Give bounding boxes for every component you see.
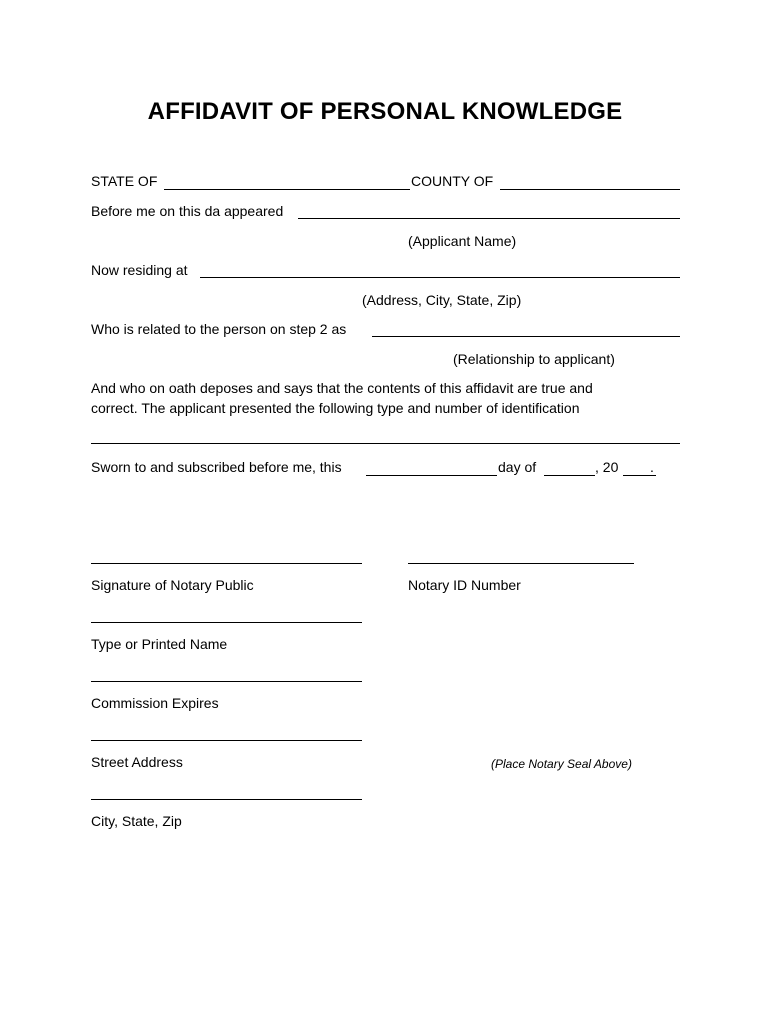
street-address-label: Street Address xyxy=(91,754,183,770)
state-label: STATE OF xyxy=(91,173,158,189)
signature-label: Signature of Notary Public xyxy=(91,577,254,593)
sworn-year-label: , 20 xyxy=(595,459,619,475)
commission-label: Commission Expires xyxy=(91,695,219,711)
notary-id-label: Notary ID Number xyxy=(408,577,521,593)
commission-field[interactable] xyxy=(91,681,362,682)
sworn-day-of-label: day of xyxy=(498,459,537,475)
sworn-day-field[interactable] xyxy=(366,475,497,476)
county-label: COUNTY OF xyxy=(411,173,494,189)
sworn-month-field[interactable] xyxy=(544,475,595,476)
related-label: Who is related to the person on step 2 as xyxy=(91,321,347,337)
notary-id-field[interactable] xyxy=(408,563,634,564)
sworn-label: Sworn to and subscribed before me, this xyxy=(91,459,342,475)
residing-label: Now residing at xyxy=(91,262,188,278)
address-field[interactable] xyxy=(200,277,680,278)
city-state-zip-field[interactable] xyxy=(91,799,362,800)
sworn-period: . xyxy=(650,459,654,475)
notary-signature-field[interactable] xyxy=(91,563,362,564)
relationship-caption: (Relationship to applicant) xyxy=(453,351,615,367)
applicant-name-caption: (Applicant Name) xyxy=(408,233,517,249)
city-state-zip-label: City, State, Zip xyxy=(91,813,182,829)
address-caption: (Address, City, State, Zip) xyxy=(362,292,522,308)
document-title: AFFIDAVIT OF PERSONAL KNOWLEDGE xyxy=(147,98,623,125)
state-field[interactable] xyxy=(164,189,410,190)
printed-name-label: Type or Printed Name xyxy=(91,636,228,652)
oath-text-line1: And who on oath deposes and says that the contents of this affidavit are true and xyxy=(91,380,593,396)
identification-field[interactable] xyxy=(91,443,680,444)
county-field[interactable] xyxy=(500,189,680,190)
oath-text-line2: correct. The applicant presented the following type and number of identification xyxy=(91,400,580,416)
relationship-field[interactable] xyxy=(372,336,680,337)
before-me-label: Before me on this da appeared xyxy=(91,203,284,219)
street-address-field[interactable] xyxy=(91,740,362,741)
notary-seal-note: (Place Notary Seal Above) xyxy=(491,757,632,771)
applicant-name-field[interactable] xyxy=(298,218,680,219)
printed-name-field[interactable] xyxy=(91,622,362,623)
